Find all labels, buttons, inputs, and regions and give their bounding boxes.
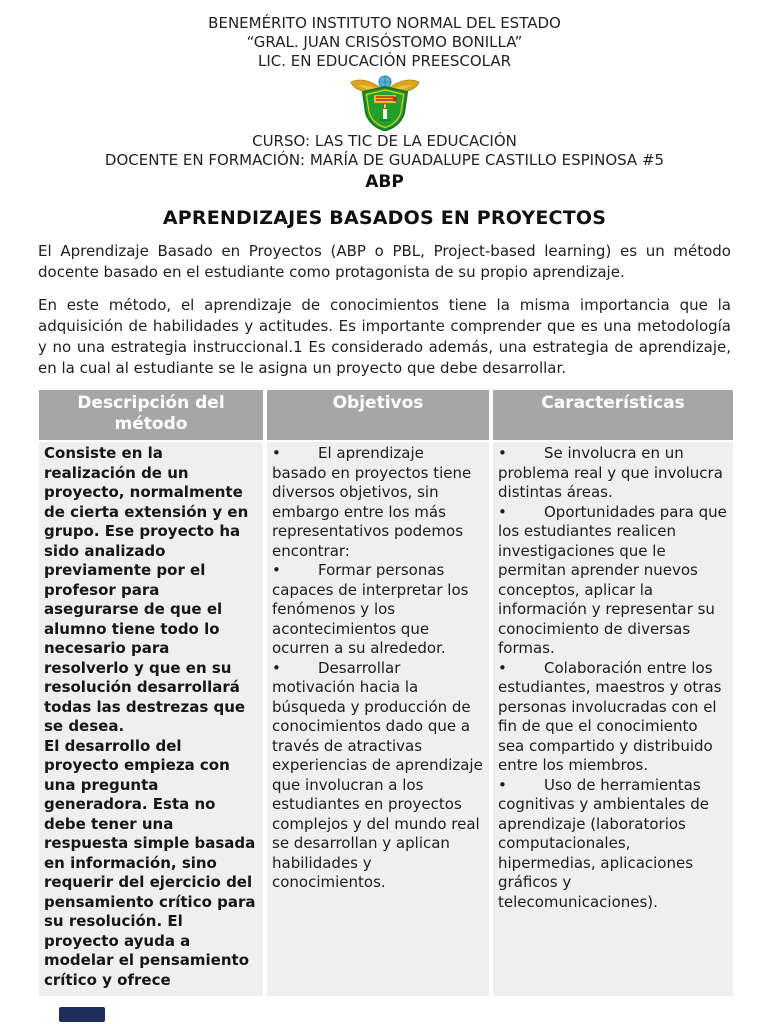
bullet-marker: •: [498, 658, 507, 677]
bullet-marker: •: [272, 561, 281, 579]
bullet-marker: •: [272, 658, 281, 677]
institution-program: LIC. EN EDUCACIÓN PREESCOLAR: [257, 52, 512, 70]
bine-crest-icon: [344, 73, 426, 131]
abbreviation-heading: ABP: [365, 172, 404, 192]
bullet-item: • Desarrollar motivación hacia la búsqueda y producción de conocimientos dado que a través de atractivas experiencias de aprendizaje que involucran a los estudiantes en proyectos complejos y del mundo real se desarrollan y aplican habilidades y conocimientos.: [272, 658, 483, 891]
bullet-item: • Uso de herramientas cognitivas y ambientales de aprendizaje (laboratorios computacionales, hipermedias, aplicaciones gráficos y telecomunicaciones).: [498, 775, 709, 911]
abp-comparison-table: [35, 388, 737, 998]
table-body-row: [39, 442, 733, 996]
column-header-objetivos: Objetivos: [267, 390, 489, 440]
bullet-marker: •: [498, 502, 507, 521]
column-header-descripcion: Descripción del método: [39, 390, 263, 440]
cell-descripcion-del-metodo: [39, 442, 263, 996]
table-header-row: [39, 390, 733, 440]
bullet-marker: •: [498, 444, 507, 462]
bullet-item: • Formar personas capaces de interpretar los fenómenos y los acontecimientos que ocurren a su alrededor.: [272, 561, 469, 657]
docente-line: DOCENTE EN FORMACIÓN: MARÍA DE GUADALUPE CASTILLO ESPINOSA #5: [104, 151, 665, 169]
course-line: CURSO: LAS TIC DE LA EDUCACIÓN: [252, 132, 517, 150]
bullet-item: • Oportunidades para que los estudiantes realicen investigaciones que le permitan aprender nuevos conceptos, aplicar la información y representar su conocimiento de diversas formas.: [498, 502, 727, 657]
footer-page-marker: [59, 1007, 105, 1022]
cell-paragraph: El desarrollo del proyecto empieza con una pregunta generadora. Esta no debe tener una respuesta simple basada en información, sino requerir del ejercicio del pensamiento crítico para su resolución. El proyecto ayuda a modelar el pensamiento crítico y ofrece: [44, 736, 256, 989]
intro-paragraph-1: El Aprendizaje Basado en Proyectos (ABP o PBL, Project-based learning) es un método docente basado en el estudiante como protagonista de su propio aprendizaje.: [38, 242, 731, 281]
cell-objetivos: [267, 442, 489, 996]
cell-caracteristicas: [493, 442, 733, 996]
bullet-item: • Colaboración entre los estudiantes, maestros y otras personas involucradas con el fin de que el conocimiento sea compartido y distribuido entre los miembros.: [498, 658, 722, 774]
institution-crest-logo: [38, 73, 731, 131]
intro-paragraph-2: En este método, el aprendizaje de conocimientos tiene la misma importancia que la adquisición de habilidades y actitudes. Es importante comprender que es una metodología y no una estrategia instruccional.1 Es considerado además, una estrategia de aprendizaje, en la cual al estudiante se le asigna un proyecto que debe desarrollar.: [38, 296, 731, 377]
page-title: APRENDIZAJES BASADOS EN PROYECTOS: [162, 207, 607, 229]
institution-subname: “GRAL. JUAN CRISÓSTOMO BONILLA”: [246, 33, 523, 51]
bullet-item: • El aprendizaje basado en proyectos tiene diversos objetivos, sin embargo entre los más representativos podemos encontrar:: [272, 444, 472, 560]
column-header-caracteristicas: Características: [493, 390, 733, 440]
cell-paragraph: Consiste en la realización de un proyecto, normalmente de cierta extensión y en grupo. Ese proyecto ha sido analizado previamente por el profesor para asegurarse de que el alumno tiene todo lo necesario para resolverlo y que en su resolución desarrollará todas las destrezas que se desea.: [44, 444, 249, 735]
institution-name: BENEMÉRITO INSTITUTO NORMAL DEL ESTADO: [208, 14, 561, 32]
bullet-marker: •: [272, 444, 281, 462]
bullet-item: • Se involucra en un problema real y que involucra distintas áreas.: [498, 444, 723, 501]
bullet-marker: •: [498, 775, 507, 794]
